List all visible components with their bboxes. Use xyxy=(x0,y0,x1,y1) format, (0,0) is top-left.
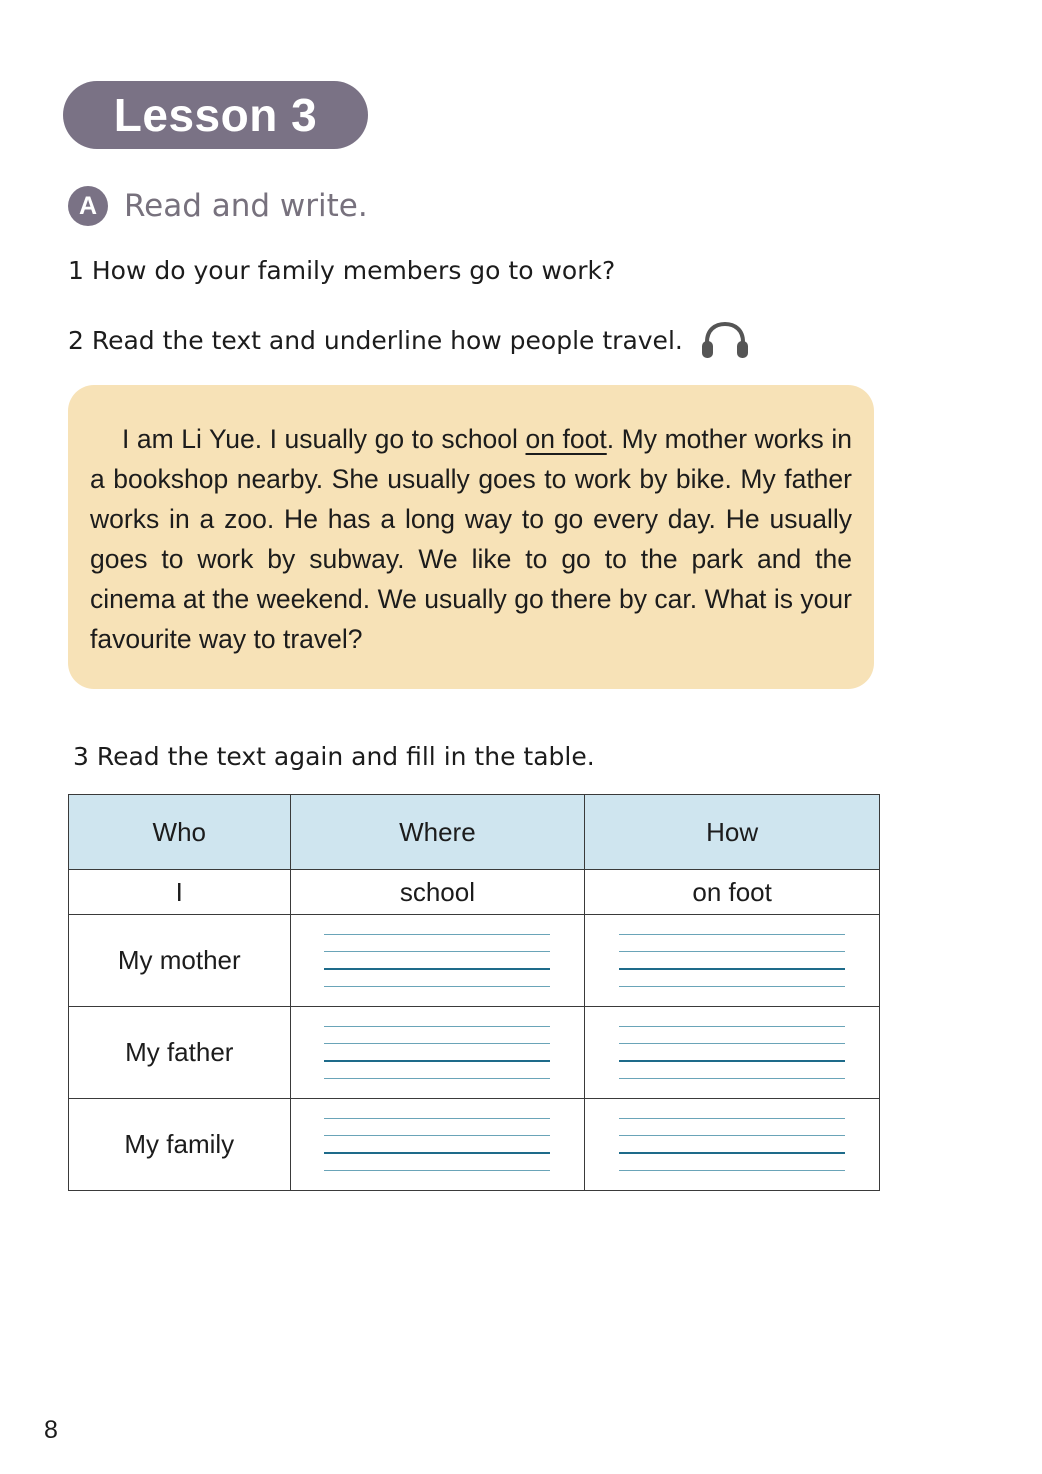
lesson-title: Lesson 3 xyxy=(63,81,368,149)
cell-who: My father xyxy=(69,1007,291,1099)
reading-passage xyxy=(90,419,852,659)
question-1: 1 How do your family members go to work? xyxy=(68,256,616,285)
table-row xyxy=(69,1099,880,1191)
table-row xyxy=(69,1007,880,1099)
question-3: 3 Read the text again and fill in the table. xyxy=(73,742,595,771)
answer-how-father[interactable] xyxy=(585,1007,880,1099)
answer-how-mother[interactable] xyxy=(585,915,880,1007)
answer-where-father[interactable] xyxy=(290,1007,585,1099)
reading-part-1: I am Li Yue. I usually go to school xyxy=(122,424,526,454)
cell-where: school xyxy=(290,870,585,915)
page-number: 8 xyxy=(44,1416,58,1444)
answer-how-family[interactable] xyxy=(585,1099,880,1191)
cell-who: My mother xyxy=(69,915,291,1007)
cell-who: My family xyxy=(69,1099,291,1191)
table-row xyxy=(69,915,880,1007)
header-how: How xyxy=(585,795,880,870)
question-2-row xyxy=(68,320,751,360)
table-header-row xyxy=(69,795,880,870)
cell-how: on foot xyxy=(585,870,880,915)
table-row-example xyxy=(69,870,880,915)
header-where: Where xyxy=(290,795,585,870)
reading-passage-box xyxy=(68,385,874,689)
header-who: Who xyxy=(69,795,291,870)
section-title: Read and write. xyxy=(124,188,368,224)
section-heading xyxy=(68,186,368,226)
answer-where-family[interactable] xyxy=(290,1099,585,1191)
underlined-phrase: on foot xyxy=(525,424,607,454)
headphones-icon[interactable] xyxy=(699,320,751,360)
cell-who: I xyxy=(69,870,291,915)
reading-part-2: . My mother works in a bookshop nearby. She usually goes to work by bike. My father works in a zoo. He has a long way to go every day. He usually goes to work by subway. We like to go to the park and the cinema at the weekend. We usually go there by car. What is your favourite way to travel? xyxy=(90,424,852,654)
section-badge: A xyxy=(68,186,108,226)
question-2: 2 Read the text and underline how people travel. xyxy=(68,325,683,355)
fill-in-table xyxy=(68,794,880,1191)
answer-where-mother[interactable] xyxy=(290,915,585,1007)
